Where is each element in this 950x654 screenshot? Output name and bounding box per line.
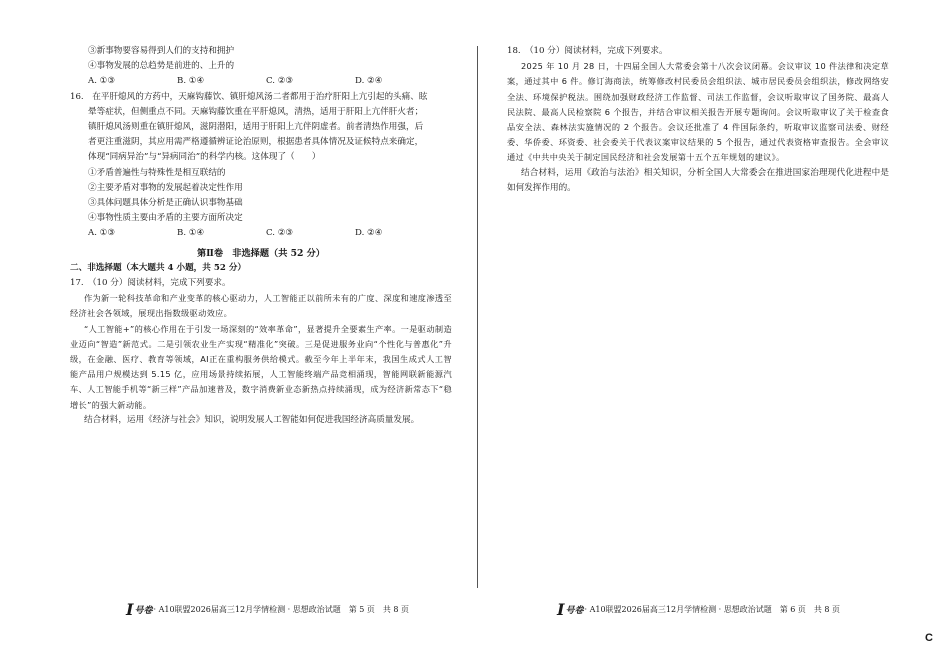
q16-item-1: ①矛盾普遍性与特殊性是相互联结的 (88, 167, 226, 178)
q17-material-paragraph-2: “人工智能+”的核心作用在于引发一场深刻的“效率革命”，显著提升全要素生产率。一是驱动制造业迈向“智造”新范式。二是引领农业生产实现“精准化”突破。三是促进服务业向“个性化与普惠化”升级，在金融、医疗、教育等领域，AI正在重构服务供给模式。截至今年上半年末，我国生成式人工智能产品用户规模达到 5.15 亿，应用场景持续拓展，人工智能终端产品竞相涌现，智能网联新能源汽车、人工智能手机等“新三样”产品加速普及，数字消费新业态新热点持续涌现，成为经济新常态下“稳增长”的强大新动能。 (70, 323, 452, 410)
q18-task: 结合材料，运用《政治与法治》相关知识，分析全国人大常委会在推进国家治理现代化进程中是如何发挥作用的。 (507, 167, 889, 193)
q16-stem (70, 90, 452, 166)
footer-right (557, 600, 840, 619)
q16-choices (70, 226, 452, 241)
q18-material-paragraph: 2025 年 10 月 28 日，十四届全国人大常委会第十八次会议闭幕。会议审议 10 件法律和决定草案，通过其中 6 件。修订海商法，统筹修改村民委员会组织法、城市居民委员会组织法，修改网络安全法、环境保护税法。围绕加强财政经济工作监督、司法工作监督，会议听取审议了国务院、最高人民法院、最高人民检察院 6 个报告，并结合审议相关报告开展专题询问。会议听取审议了关于检查食品安全法、森林法实施情况的 2 个报告。会议还批准了 4 件国际条约，听取审议监察司法委、财经委、华侨委、环资委、社会委关于代表议案审议结果的 5 个报告，通过代表资格审查报告。全会审议通过《中共中央关于制定国民经济和社会发展第十五个五年规划的建议》。 (507, 61, 889, 163)
q15-choices (70, 74, 452, 89)
section-subtitle: 二、非选择题（本大题共 4 小题，共 52 分） (70, 262, 247, 273)
footer-left-text: · A10联盟2026届高三12月学情检测 · 思想政治试题 第 5 页 共 8 页 (153, 605, 410, 614)
q16-line: 体现“同病异治”与“异病同治”的科学内核。这体现了（ ） (88, 152, 321, 163)
q16-item-4: ④事物性质主要由矛盾的主要方面所决定 (88, 213, 243, 224)
q16-choice-a[interactable]: A. ①③ (88, 228, 116, 239)
section-title: 第Ⅱ卷 非选择题（共 52 分） (197, 247, 325, 259)
q17-material-paragraph-1: 作为新一轮科技革命和产业变革的核心驱动力，人工智能正以前所未有的广度、深度和速度渗透至经济社会各领域，展现出指数级驱动效应。 (70, 293, 452, 319)
q17-task: 结合材料，运用《经济与社会》知识，说明发展人工智能如何促进我国经济高质量发展。 (84, 414, 420, 425)
right-column (507, 44, 889, 196)
brand-logo: I (126, 600, 133, 619)
q15-choice-b[interactable]: B. ①④ (177, 76, 205, 87)
corner-mark: C (925, 632, 933, 644)
brand-logo: I (557, 600, 564, 619)
q15-choice-c[interactable]: C. ②③ (266, 76, 294, 87)
q16-choice-c[interactable]: C. ②③ (266, 228, 294, 239)
footer-right-text: · A10联盟2026届高三12月学情检测 · 思想政治试题 第 6 页 共 8 页 (584, 605, 841, 614)
column-divider (477, 46, 478, 588)
q16-choice-b[interactable]: B. ①④ (177, 228, 205, 239)
q16-choice-d[interactable]: D. ②④ (355, 228, 383, 239)
footer-left (126, 600, 409, 619)
q16-item-3: ③具体问题具体分析是正确认识事物基础 (88, 198, 243, 209)
left-column (70, 44, 452, 428)
q16-line: 16. 在平肝熄风的方药中，天麻钩藤饮、镇肝熄风汤二者都用于治疗肝阳上亢引起的头痛、眩 (70, 91, 428, 102)
q16-item-2: ②主要矛盾对事物的发展起着决定性作用 (88, 182, 243, 193)
q15-option-4: ④事物发展的总趋势是前进的、上升的 (88, 61, 235, 72)
q18-heading: 18. （10 分）阅读材料，完成下列要求。 (507, 46, 668, 56)
q17-heading: 17. （10 分）阅读材料，完成下列要求。 (70, 278, 231, 289)
q16-line: 晕等症状，但侧重点不同。天麻钩藤饮重在平肝熄风，清热，适用于肝阳上亢伴肝火者； (88, 106, 424, 117)
q16-line: 镇肝熄风汤则重在镇肝熄风，滋阴潜阳，适用于肝阳上亢伴阴虚者。前者清热作用强，后 (88, 122, 424, 133)
brand-logo-text: 号卷 (134, 606, 153, 616)
q15-choice-d[interactable]: D. ②④ (355, 76, 383, 87)
q15-choice-a[interactable]: A. ①③ (88, 76, 116, 87)
q16-line: 者更注重滋阴，其应用需严格遵循辨证论治原则，根据患者具体情况及证候特点来确定， (88, 137, 424, 148)
brand-logo-text: 号卷 (565, 606, 584, 616)
q15-option-3: ③新事物要容易得到人们的支持和拥护 (88, 46, 235, 56)
